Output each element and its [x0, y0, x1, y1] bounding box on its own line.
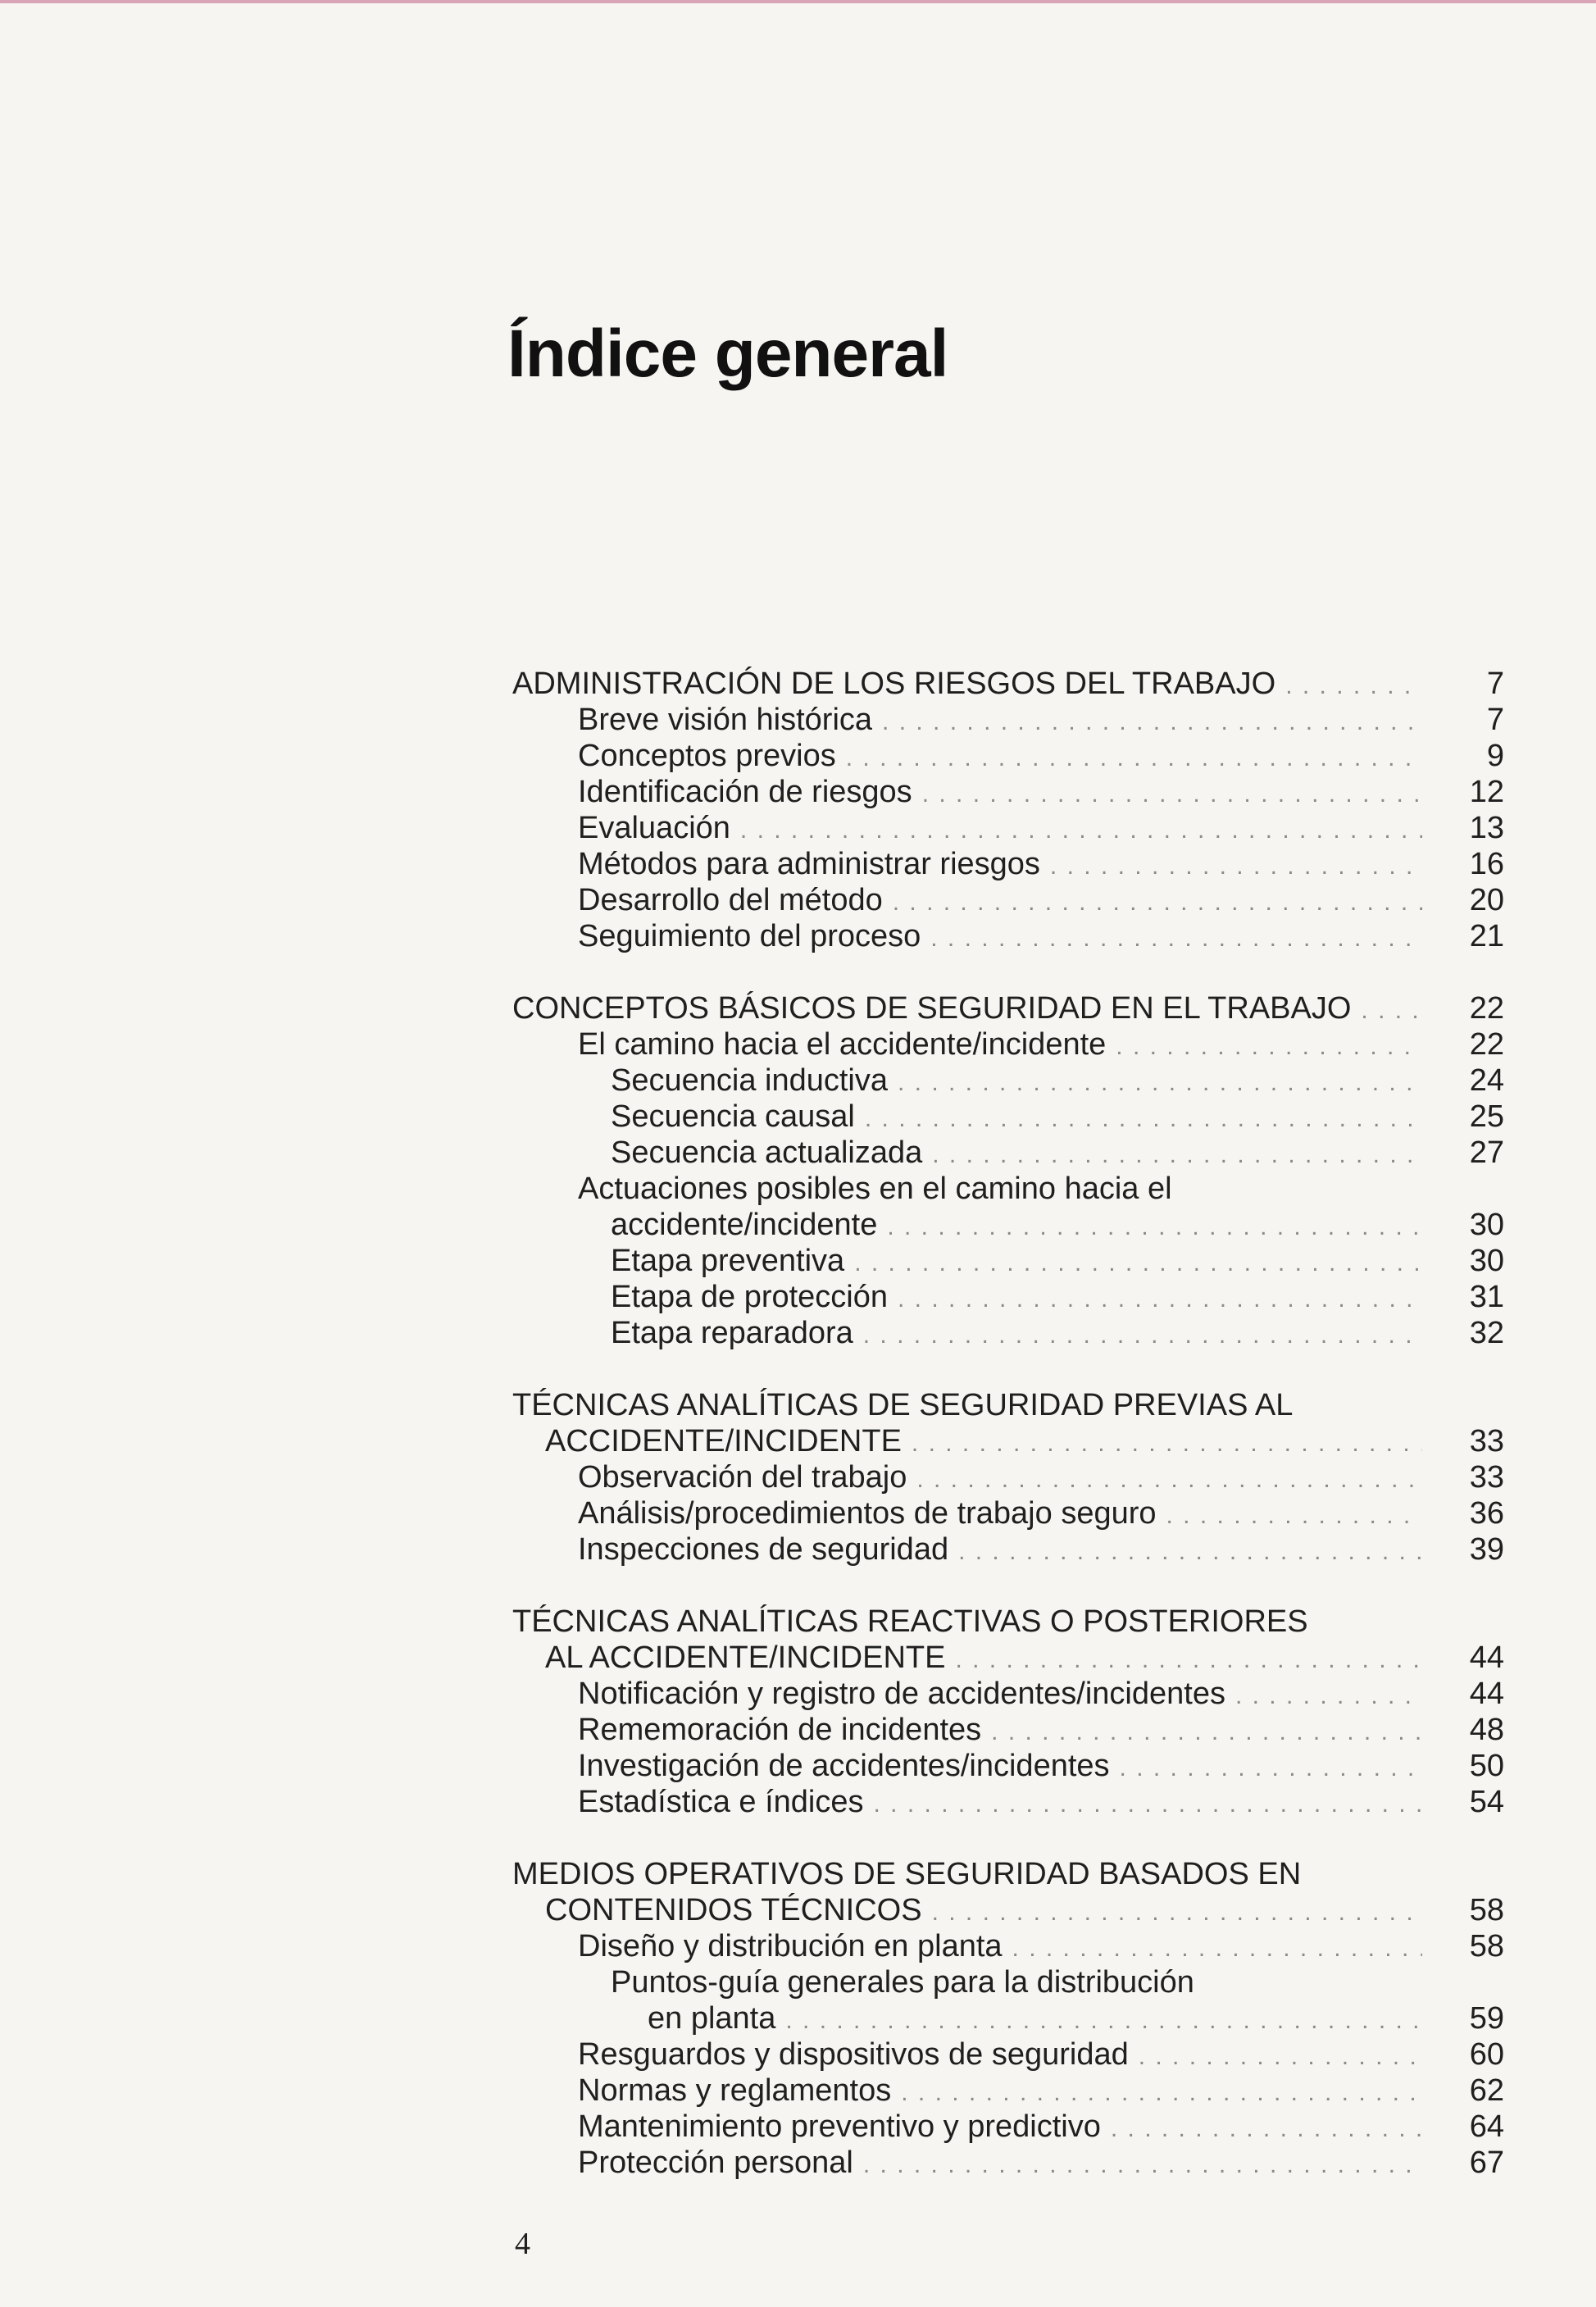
toc-entry [512, 846, 1553, 882]
toc-entry [512, 1099, 1553, 1135]
toc-entry-label: Estadística e índices [578, 1785, 864, 1819]
dot-leader [1139, 2039, 1422, 2075]
toc-entry [512, 810, 1553, 846]
toc-entry-label: Desarrollo del método [578, 883, 883, 917]
toc-entry-label: Normas y reglamentos [578, 2073, 892, 2108]
toc-entry-label: Etapa preventiva [611, 1244, 845, 1278]
toc-entry-page: 59 [1469, 2001, 1504, 2036]
toc-entry-page: 50 [1469, 1749, 1504, 1783]
dot-leader [1120, 1750, 1422, 1786]
toc-entry [512, 1207, 1553, 1243]
toc-entry-label: Mantenimiento preventivo y predictivo [578, 2109, 1101, 2144]
toc-entry [512, 1279, 1553, 1315]
toc-entry-page: 9 [1486, 739, 1504, 773]
page-title: Índice general [507, 316, 948, 391]
toc-entry [512, 1135, 1553, 1171]
toc-entry-label: Puntos-guía generales para la distribución [611, 1965, 1194, 2000]
toc-entry-page: 21 [1469, 919, 1504, 953]
toc-section [512, 1387, 1553, 1568]
dot-leader [1361, 993, 1422, 1029]
toc-entry-page: 30 [1469, 1208, 1504, 1242]
dot-leader [854, 1245, 1422, 1281]
toc-entry-page: 36 [1469, 1496, 1504, 1531]
dot-leader [1166, 1498, 1422, 1534]
toc-entry [512, 918, 1553, 954]
toc-entry-page: 27 [1469, 1135, 1504, 1170]
toc-entry-label: TÉCNICAS ANALÍTICAS DE SEGURIDAD PREVIAS AL [512, 1388, 1294, 1422]
toc-entry-label: Seguimiento del proceso [578, 919, 921, 953]
toc-entry [512, 2073, 1553, 2109]
toc-entry-page: 44 [1469, 1677, 1504, 1711]
dot-leader [991, 1714, 1422, 1750]
toc-entry [512, 1459, 1553, 1495]
toc-entry-page: 48 [1469, 1713, 1504, 1747]
dot-leader [893, 885, 1422, 921]
toc-entry-page: 16 [1469, 847, 1504, 881]
toc-entry-label: Conceptos previos [578, 739, 836, 773]
toc-entry-label: Rememoración de incidentes [578, 1713, 982, 1747]
dot-leader [930, 921, 1422, 957]
dot-leader [898, 1065, 1422, 1101]
toc-entry [512, 1387, 1553, 1423]
dot-leader [865, 1101, 1422, 1137]
toc-entry [512, 666, 1553, 702]
toc-entry-page: 13 [1469, 811, 1504, 845]
toc-entry-label: Secuencia actualizada [611, 1135, 923, 1170]
dot-leader [874, 1786, 1422, 1822]
toc-entry [512, 1784, 1553, 1820]
toc-entry-label: Secuencia inductiva [611, 1063, 888, 1098]
toc-entry-page: 33 [1469, 1424, 1504, 1458]
dot-leader [1012, 1931, 1422, 1967]
toc-section [512, 990, 1553, 1351]
toc-entry-label: Secuencia causal [611, 1099, 855, 1134]
page-number: 4 [515, 2227, 530, 2261]
toc-entry [512, 702, 1553, 738]
toc-entry-label: ADMINISTRACIÓN DE LOS RIESGOS DEL TRABAJO [512, 667, 1276, 701]
toc-entry-page: 22 [1469, 1027, 1504, 1062]
toc-entry [512, 2109, 1553, 2145]
dot-leader [958, 1534, 1422, 1570]
toc-entry-label: El camino hacia el accidente/incidente [578, 1027, 1107, 1062]
toc-entry-label: Breve visión histórica [578, 703, 873, 737]
toc-entry-label: Notificación y registro de accidentes/incidentes [578, 1677, 1225, 1711]
dot-leader [912, 1426, 1422, 1462]
dot-leader [1050, 849, 1422, 885]
toc-entry-page: 24 [1469, 1063, 1504, 1098]
dot-leader [846, 740, 1422, 776]
toc-section [512, 1604, 1553, 1820]
toc-entry-label: Investigación de accidentes/incidentes [578, 1749, 1110, 1783]
toc-entry [512, 1892, 1553, 1928]
toc-entry-page: 20 [1469, 883, 1504, 917]
toc-entry [512, 774, 1553, 810]
toc-entry [512, 1495, 1553, 1531]
toc-entry [512, 2145, 1553, 2181]
toc-entry-page: 7 [1486, 703, 1504, 737]
toc-entry-label: ACCIDENTE/INCIDENTE [545, 1424, 902, 1458]
dot-leader [1285, 668, 1422, 704]
toc-entry-label: Protección personal [578, 2145, 853, 2180]
toc-entry [512, 1964, 1553, 2000]
toc-entry-label: TÉCNICAS ANALÍTICAS REACTIVAS O POSTERIORES [512, 1604, 1308, 1639]
toc-entry [512, 1315, 1553, 1351]
table-of-contents [512, 666, 1553, 2217]
toc-entry-page: 44 [1469, 1640, 1504, 1675]
toc-entry [512, 2036, 1553, 2073]
toc-entry-label: Identificación de riesgos [578, 775, 912, 809]
toc-entry-page: 12 [1469, 775, 1504, 809]
dot-leader [901, 2075, 1422, 2111]
toc-entry-label: Diseño y distribución en planta [578, 1929, 1003, 1963]
toc-entry-label: Resguardos y dispositivos de seguridad [578, 2037, 1129, 2072]
toc-entry-label: Etapa de protección [611, 1280, 889, 1314]
toc-entry-label: Inspecciones de seguridad [578, 1532, 949, 1567]
dot-leader [863, 1317, 1422, 1354]
toc-entry-label: en planta [648, 2001, 776, 2036]
toc-entry [512, 1640, 1553, 1676]
toc-entry-label: Actuaciones posibles en el camino hacia el [578, 1172, 1172, 1206]
toc-entry-page: 32 [1469, 1316, 1504, 1350]
dot-leader [1111, 2111, 1422, 2147]
dot-leader [898, 1281, 1422, 1317]
dot-leader [916, 1462, 1422, 1498]
toc-entry [512, 1062, 1553, 1099]
dot-leader [1235, 1678, 1422, 1714]
toc-entry-page: 33 [1469, 1460, 1504, 1495]
toc-entry [512, 1604, 1553, 1640]
toc-entry [512, 1748, 1553, 1784]
toc-entry-page: 31 [1469, 1280, 1504, 1314]
toc-entry-label: Análisis/procedimientos de trabajo seguro [578, 1496, 1157, 1531]
top-edge-rule [0, 0, 1596, 3]
toc-entry-page: 22 [1469, 991, 1504, 1026]
toc-entry-page: 64 [1469, 2109, 1504, 2144]
dot-leader [863, 2147, 1422, 2183]
toc-entry [512, 990, 1553, 1026]
toc-entry-label: AL ACCIDENTE/INCIDENTE [545, 1640, 946, 1675]
dot-leader [887, 1209, 1422, 1245]
dot-leader [882, 704, 1422, 740]
toc-section [512, 1856, 1553, 2181]
toc-entry [512, 882, 1553, 918]
toc-entry [512, 1243, 1553, 1279]
toc-entry-page: 30 [1469, 1244, 1504, 1278]
toc-entry-label: Métodos para administrar riesgos [578, 847, 1040, 881]
toc-entry [512, 1928, 1553, 1964]
toc-entry [512, 1531, 1553, 1568]
toc-entry [512, 1423, 1553, 1459]
toc-entry [512, 738, 1553, 774]
toc-entry [512, 1676, 1553, 1712]
toc-entry-label: Etapa reparadora [611, 1316, 853, 1350]
toc-entry [512, 1171, 1553, 1207]
toc-entry-label: Evaluación [578, 811, 730, 845]
toc-entry [512, 1856, 1553, 1892]
dot-leader [922, 776, 1422, 812]
toc-entry-page: 7 [1486, 667, 1504, 701]
toc-entry-page: 58 [1469, 1893, 1504, 1927]
toc-entry-page: 62 [1469, 2073, 1504, 2108]
toc-section [512, 666, 1553, 954]
dot-leader [932, 1895, 1422, 1931]
toc-entry-page: 58 [1469, 1929, 1504, 1963]
toc-entry-label: accidente/incidente [611, 1208, 878, 1242]
toc-entry [512, 2000, 1553, 2036]
toc-entry-label: Observación del trabajo [578, 1460, 907, 1495]
toc-entry-page: 25 [1469, 1099, 1504, 1134]
toc-entry-page: 67 [1469, 2145, 1504, 2180]
toc-entry-page: 54 [1469, 1785, 1504, 1819]
dot-leader [785, 2003, 1422, 2039]
dot-leader [932, 1137, 1422, 1173]
dot-leader [740, 812, 1422, 849]
toc-entry-label: MEDIOS OPERATIVOS DE SEGURIDAD BASADOS EN [512, 1857, 1302, 1891]
toc-entry-label: CONTENIDOS TÉCNICOS [545, 1893, 922, 1927]
toc-entry [512, 1712, 1553, 1748]
toc-entry-page: 39 [1469, 1532, 1504, 1567]
toc-entry [512, 1026, 1553, 1062]
dot-leader [1116, 1029, 1422, 1065]
dot-leader [955, 1642, 1422, 1678]
toc-entry-page: 60 [1469, 2037, 1504, 2072]
toc-entry-label: CONCEPTOS BÁSICOS DE SEGURIDAD EN EL TRABAJO [512, 991, 1352, 1026]
